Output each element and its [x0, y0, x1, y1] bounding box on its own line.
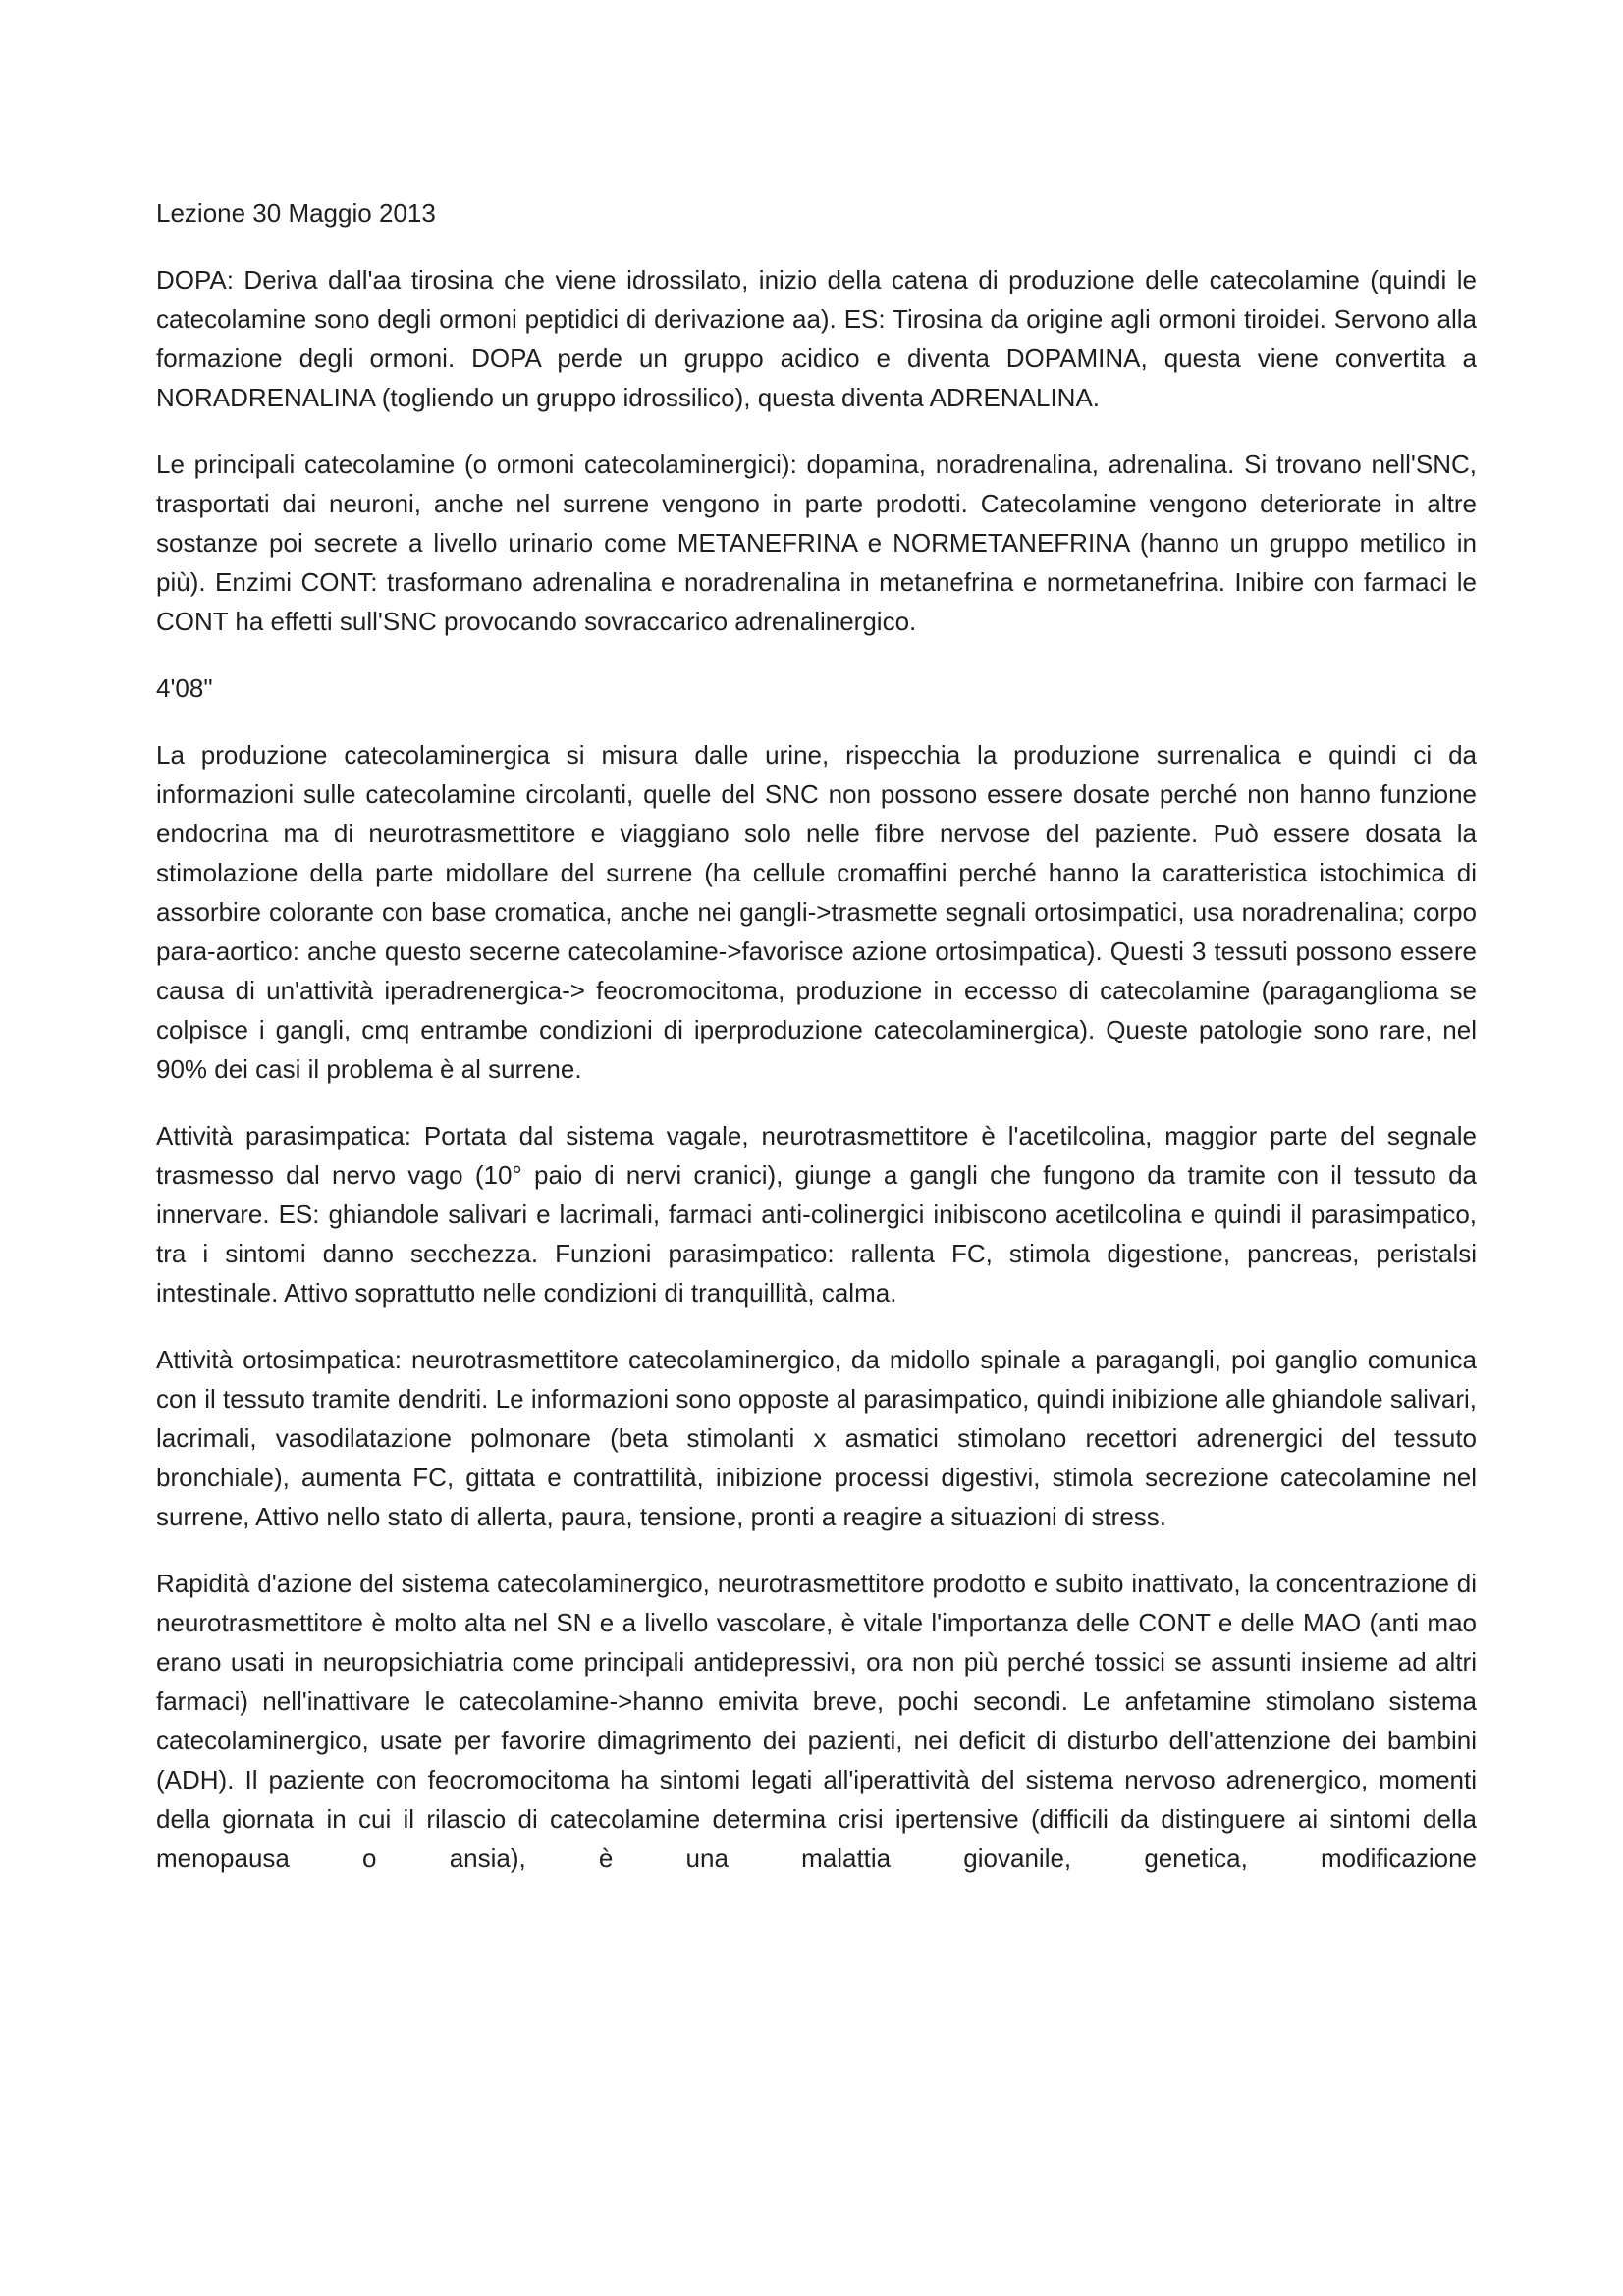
paragraph-ortosimpatica: Attività ortosimpatica: neurotrasmettitore catecolaminergico, da midollo spinale a paragangli, poi ganglio comunica con il tessuto tramite dendriti. Le informazioni sono opposte al parasimpatico, quindi inibizione alle ghiandole salivari, lacrimali, vasodilatazione polmonare (beta stimolanti x asmatici stimolano recettori adrenergici del tessuto bronchiale), aumenta FC, gittata e contrattilità, inibizione processi digestivi, stimola secrezione catecolamine nel surrene, Attivo nello stato di allerta, paura, tensione, pronti a reagire a situazioni di stress.	[156, 1345, 1477, 1531]
paragraph-dopa: DOPA: Deriva dall'aa tirosina che viene idrossilato, inizio della catena di produzione delle catecolamine (quindi le catecolamine sono degli ormoni peptidici di derivazione aa). ES: Tirosina da origine agli ormoni tiroidei. Servono alla formazione degli ormoni. DOPA perde un gruppo acidico e diventa DOPAMINA, questa viene convertita a NORADRENALINA (togliendo un gruppo idrossilico), questa diventa ADRENALINA.	[156, 265, 1477, 412]
document-title: Lezione 30 Maggio 2013	[156, 198, 436, 228]
paragraph-produzione: La produzione catecolaminergica si misura dalle urine, rispecchia la produzione surrenalica e quindi ci da informazioni sulle catecolamine circolanti, quelle del SNC non possono essere dosate perché non hanno funzione endocrina ma di neurotrasmettitore e viaggiano solo nelle fibre nervose del paziente. Può essere dosata la stimolazione della parte midollare del surrene (ha cellule cromaffini perché hanno la caratteristica istochimica di assorbire colorante con base cromatica, anche nei gangli->trasmette segnali ortosimpatici, usa noradrenalina; corpo para-aortico: anche questo secerne catecolamine->favorisce azione ortosimpatica). Questi 3 tessuti possono essere causa di un'attività iperadrenergica-> feocromocitoma, produzione in eccesso di catecolamine (paraganglioma se colpisce i gangli, cmq entrambe condizioni di iperproduzione catecolaminergica). Queste patologie sono rare, nel 90% dei casi il problema è al surrene.	[156, 740, 1477, 1084]
paragraph-rapidita: Rapidità d'azione del sistema catecolaminergico, neurotrasmettitore prodotto e subito inattivato, la concentrazione di neurotrasmettitore è molto alta nel SN e a livello vascolare, è vitale l'importanza delle CONT e delle MAO (anti mao erano usati in neuropsichiatria come principali antidepressivi, ora non più perché tossici se assunti insieme ad altri farmaci) nell'inattivare le catecolamine->hanno emivita breve, pochi secondi. Le anfetamine stimolano sistema catecolaminergico, usate per favorire dimagrimento dei pazienti, nei deficit di disturbo dell'attenzione dei bambini (ADH). Il paziente con feocromocitoma ha sintomi legati all'iperattività del sistema nervoso adrenergico, momenti della giornata in cui il rilascio di catecolamine determina crisi ipertensive (difficili da distinguere ai sintomi della menopausa o ansia), è una malattia giovanile, genetica, modificazione	[156, 1569, 1477, 1873]
document-body	[156, 193, 1477, 1878]
paragraph-parasimpatica: Attività parasimpatica: Portata dal sistema vagale, neurotrasmettitore è l'acetilcolina, maggior parte del segnale trasmesso dal nervo vago (10° paio di nervi cranici), giunge a gangli che fungono da tramite con il tessuto da innervare. ES: ghiandole salivari e lacrimali, farmaci anti-colinergici inibiscono acetilcolina e quindi il parasimpatico, tra i sintomi danno secchezza. Funzioni parasimpatico: rallenta FC, stimola digestione, pancreas, peristalsi intestinale. Attivo soprattutto nelle condizioni di tranquillità, calma.	[156, 1121, 1477, 1308]
paragraph-catecolamine: Le principali catecolamine (o ormoni catecolaminergici): dopamina, noradrenalina, adrenalina. Si trovano nell'SNC, trasportati dai neuroni, anche nel surrene vengono in parte prodotti. Catecolamine vengono deteriorate in altre sostanze poi secrete a livello urinario come METANEFRINA e NORMETANEFRINA (hanno un gruppo metilico in più). Enzimi CONT: trasformano adrenalina e noradrenalina in metanefrina e normetanefrina. Inibire con farmaci le CONT ha effetti sull'SNC provocando sovraccarico adrenalinergico.	[156, 450, 1477, 636]
timestamp-marker: 4'08"	[156, 673, 213, 703]
